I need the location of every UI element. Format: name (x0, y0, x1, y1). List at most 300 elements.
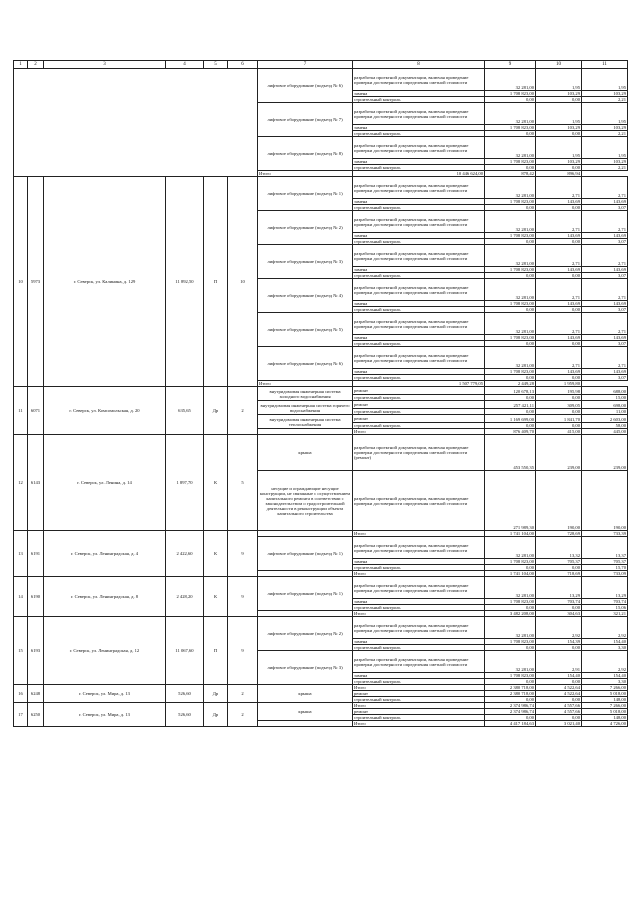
work-subtype: разработка проектной документации, включая проведение проверки достоверности определения сметной стоимости (353, 137, 485, 159)
work-subtype: разработка проектной документации, включая проведение проверки достоверности определения сметной стоимости (353, 471, 485, 531)
cost-value: 1 741 104,00 (485, 571, 536, 577)
itogo-label: Итого (258, 171, 353, 177)
cost-value: 0,00 (485, 409, 536, 415)
cost-value: 1 708 823,00 (485, 267, 536, 273)
itogo-label: Итого (353, 721, 485, 727)
cost-value: 0,00 (485, 423, 536, 429)
cost-value: 32 281,00 (485, 313, 536, 335)
limit-value: 15,06 (582, 605, 628, 611)
limit-value: 148,00 (582, 697, 628, 703)
work-subtype: строительный контроль (353, 205, 485, 211)
work-subtype: строительный контроль (353, 409, 485, 415)
unit-cost-value: 143,69 (536, 199, 582, 205)
work-subtype: ремонт (353, 709, 485, 715)
work-subtype: замена (353, 125, 485, 131)
limit-value: 2,21 (582, 131, 628, 137)
work-subtype: разработка проектной документации, включая проведение проверки достоверности определения сметной стоимости (353, 245, 485, 267)
work-subtype: строительный контроль (353, 375, 485, 381)
cost-value: 257 421,11 (485, 401, 536, 409)
cost-value: 32 281,00 (485, 617, 536, 639)
column-number-6: 6 (228, 61, 258, 69)
unit-cost-value: 143,69 (536, 335, 582, 341)
unit-cost-value: 4 522,64 (536, 691, 582, 697)
work-type: внутридомовая инженерная система горячего водоснабжения (258, 401, 353, 415)
cost-value: 0,00 (485, 565, 536, 571)
work-subtype: строительный контроль (353, 565, 485, 571)
limit-value: 103,29 (582, 125, 628, 131)
house-code: 6143 (28, 435, 44, 531)
work-subtype: разработка проектной документации, включая проведение проверки достоверности определения сметной стоимости (353, 537, 485, 559)
limit-value: 3,07 (582, 341, 628, 347)
column-number-8: 8 (353, 61, 485, 69)
table-row (14, 617, 628, 639)
work-subtype: разработка проектной документации, включая проведение проверки достоверности определения сметной стоимости (353, 69, 485, 91)
work-type: лифтовое оборудование (подъезд № 8) (258, 137, 353, 171)
work-subtype: замена (353, 369, 485, 375)
unit-cost-value: 239,00 (536, 435, 582, 471)
limit-value: 148,00 (582, 715, 628, 721)
limit-value: 143,69 (582, 233, 628, 239)
unit-cost-value: 0,00 (536, 697, 582, 703)
work-type: лифтовое оборудование (подъезд № 6) (258, 69, 353, 103)
unit-cost-value: 2,71 (536, 313, 582, 335)
limit-value: 13,37 (582, 537, 628, 559)
unit-cost-value: 1,95 (536, 137, 582, 159)
work-subtype: замена (353, 599, 485, 605)
cost-value: 32 281,00 (485, 537, 536, 559)
work-type: несущие и ограждающие несущие конструкции, не связанные с осуществлением капитального ремонта в соответствии с законодательством о градостроительной деятельности в реконструкции объекта капитального строительства (258, 471, 353, 531)
work-subtype: строительный контроль (353, 341, 485, 347)
cost-value: 32 281,00 (485, 279, 536, 301)
limit-value: 445,00 (582, 429, 628, 435)
table-row (14, 177, 628, 199)
work-subtype: замена (353, 91, 485, 97)
limit-value: 1,95 (582, 69, 628, 91)
row-number: 11 (14, 387, 28, 435)
house-address: г. Северск, ул. Комсомольская, д. 20 (44, 387, 166, 435)
cost-value: 0,00 (485, 165, 536, 171)
house-area: 526,60 (166, 685, 204, 703)
house-area: 1 897,70 (166, 435, 204, 531)
cost-value: 0,00 (485, 645, 536, 651)
house-code: 5973 (28, 177, 44, 387)
limit-value: 896,94 (536, 171, 582, 177)
unit-cost-value: 2 449,28 (485, 381, 536, 387)
work-subtype: строительный контроль (353, 605, 485, 611)
work-subtype: разработка проектной документации, включая проведение проверки достоверности определения сметной стоимости (353, 651, 485, 673)
cost-value: 32 281,00 (485, 137, 536, 159)
unit-cost-value: 3 021,40 (536, 721, 582, 727)
unit-cost-value: 2,71 (536, 177, 582, 199)
wall-material: К (204, 531, 228, 577)
cost-value: 0,00 (485, 273, 536, 279)
column-number-9: 9 (485, 61, 536, 69)
unit-cost-value: 4 557,66 (536, 703, 582, 709)
work-subtype: разработка проектной документации, включая проведение проверки достоверности определения сметной стоимости (353, 211, 485, 233)
unit-cost-value: 154,40 (536, 673, 582, 679)
limit-value: 703,74 (582, 599, 628, 605)
wall-material: К (204, 577, 228, 617)
work-subtype: строительный контроль (353, 97, 485, 103)
house-address: г. Северск, ул. Мира, д. 13 (44, 685, 166, 703)
work-subtype: замена (353, 267, 485, 273)
unit-cost-value: 0,00 (536, 395, 582, 401)
unit-cost-value: 878,42 (485, 171, 536, 177)
work-type: лифтовое оборудование (подъезд № 4) (258, 279, 353, 313)
unit-cost-value: 143,69 (536, 301, 582, 307)
work-subtype: разработка проектной документации, включая проведение проверки достоверности определения сметной стоимости (353, 313, 485, 335)
unit-cost-value: 4 557,66 (536, 709, 582, 715)
unit-cost-value: 0,00 (536, 645, 582, 651)
table-row (14, 61, 628, 69)
cost-value: 0,00 (485, 395, 536, 401)
limit-value: 321,21 (582, 611, 628, 617)
limit-value: 3,30 (582, 645, 628, 651)
house-code: 6191 (28, 531, 44, 577)
limit-value: 11,00 (582, 409, 628, 415)
row-number: 17 (14, 703, 28, 727)
work-subtype: строительный контроль (353, 165, 485, 171)
work-subtype: замена (353, 335, 485, 341)
house-code: 6193 (28, 617, 44, 685)
cost-value: 1 708 823,00 (485, 125, 536, 131)
cost-value: 0,00 (485, 605, 536, 611)
cost-value: 0,00 (485, 715, 536, 721)
limit-value: 688,00 (582, 387, 628, 395)
table-row (14, 69, 628, 91)
work-subtype: ремонт (353, 401, 485, 409)
cost-value: 1 507 779,05 (353, 381, 485, 387)
work-subtype: ремонт (353, 691, 485, 697)
table-row (14, 387, 628, 395)
unit-cost-value: 705,37 (536, 559, 582, 565)
limit-value: 4 726,00 (582, 721, 628, 727)
work-subtype: строительный контроль (353, 307, 485, 313)
work-subtype: замена (353, 559, 485, 565)
floors: 9 (228, 577, 258, 617)
work-type: крыша (258, 435, 353, 471)
limit-value: 15,00 (582, 395, 628, 401)
unit-cost-value: 703,74 (536, 599, 582, 605)
cost-value: 1 708 823,00 (485, 159, 536, 165)
limit-value: 1 959,80 (536, 381, 582, 387)
work-type: лифтовое оборудование (подъезд № 5) (258, 313, 353, 347)
wall-material: К (204, 435, 228, 531)
unit-cost-value: 2,71 (536, 279, 582, 301)
limit-value: 2,92 (582, 651, 628, 673)
wall-material: Др (204, 387, 228, 435)
row-number: 15 (14, 617, 28, 685)
limit-value: 1,95 (582, 137, 628, 159)
unit-cost-value: 143,69 (536, 233, 582, 239)
unit-cost-value: 0,00 (536, 239, 582, 245)
unit-cost-value: 0,00 (536, 679, 582, 685)
limit-value: 15,70 (582, 565, 628, 571)
house-area: 635,65 (166, 387, 204, 435)
cost-value: 4 417 184,63 (485, 721, 536, 727)
unit-cost-value: 1 841,70 (536, 415, 582, 423)
limit-value: 154,40 (582, 673, 628, 679)
work-subtype: ремонт (353, 387, 485, 395)
unit-cost-value: 718,69 (536, 571, 582, 577)
limit-value: 3,07 (582, 375, 628, 381)
cost-value: 0,00 (485, 341, 536, 347)
document-page (13, 60, 628, 727)
wall-material: П (204, 617, 228, 685)
limit-value: 705,37 (582, 559, 628, 565)
row-number: 13 (14, 531, 28, 577)
row-number: 10 (14, 177, 28, 387)
unit-cost-value: 2,91 (536, 651, 582, 673)
floors: 5 (228, 435, 258, 531)
limit-value: 3,07 (582, 205, 628, 211)
limit-value: 239,00 (582, 435, 628, 471)
work-subtype: разработка проектной документации, включая проведение проверки достоверности определения сметной стоимости (353, 577, 485, 599)
work-type: лифтовое оборудование (подъезд № 6) (258, 347, 353, 381)
limit-value: 3,07 (582, 273, 628, 279)
cost-value: 120 678,13 (485, 387, 536, 395)
column-number-3: 3 (44, 61, 166, 69)
work-type: лифтовое оборудование (подъезд № 1) (258, 537, 353, 571)
house-address: г. Северск, ул. Ленина, д. 14 (44, 435, 166, 531)
cost-value: 0,00 (485, 97, 536, 103)
limit-value: 2 603,00 (582, 415, 628, 423)
limit-value: 3,07 (582, 307, 628, 313)
limit-value: 143,69 (582, 199, 628, 205)
house-code: 6248 (28, 685, 44, 703)
unit-cost-value: 0,00 (536, 273, 582, 279)
column-number-11: 11 (582, 61, 628, 69)
unit-cost-value: 2,71 (536, 245, 582, 267)
house-area: 526,60 (166, 703, 204, 727)
cost-value: 32 281,00 (485, 69, 536, 91)
limit-value: 7 266,00 (582, 703, 628, 709)
house-address: г. Северск, ул. Мира, д. 13 (44, 703, 166, 727)
unit-cost-value: 13,29 (536, 577, 582, 599)
limit-value: 3,30 (582, 679, 628, 685)
unit-cost-value: 103,29 (536, 91, 582, 97)
floors: 9 (228, 617, 258, 685)
cost-value: 2 374 986,74 (485, 703, 536, 709)
limit-value: 2,92 (582, 617, 628, 639)
cost-value: 32 281,00 (485, 177, 536, 199)
limit-value: 5 018,00 (582, 691, 628, 697)
cost-value: 32 281,00 (485, 211, 536, 233)
cost-value: 32 281,00 (485, 347, 536, 369)
work-type: лифтовое оборудование (подъезд № 3) (258, 651, 353, 685)
work-type: внутридомовая инженерная система теплоснабжения (258, 415, 353, 429)
work-type: лифтовое оборудование (подъезд № 7) (258, 103, 353, 137)
cost-value: 0,00 (485, 307, 536, 313)
work-subtype: замена (353, 233, 485, 239)
cost-value: 2 380 718,00 (485, 685, 536, 691)
limit-value: 2,71 (582, 279, 628, 301)
work-subtype: строительный контроль (353, 395, 485, 401)
cost-value: 1 708 823,00 (485, 673, 536, 679)
cost-value: 1 708 823,00 (485, 639, 536, 645)
limit-value: 733,39 (582, 531, 628, 537)
unit-cost-value: 304,63 (536, 611, 582, 617)
limit-value: 1,95 (582, 103, 628, 125)
itogo-label: Итого (353, 703, 485, 709)
limit-value: 143,69 (582, 335, 628, 341)
unit-cost-value: 0,00 (536, 131, 582, 137)
work-type: крыша (258, 685, 353, 703)
work-type: лифтовое оборудование (подъезд № 2) (258, 617, 353, 651)
cost-value: 32 281,00 (485, 245, 536, 267)
limit-value: 103,29 (582, 91, 628, 97)
work-subtype: замена (353, 159, 485, 165)
cost-value: 0,00 (485, 375, 536, 381)
floors: 9 (228, 531, 258, 577)
cost-value: 0,00 (485, 131, 536, 137)
work-subtype: замена (353, 301, 485, 307)
limit-value: 2,71 (582, 211, 628, 233)
house-code: 6071 (28, 387, 44, 435)
house-address: г. Северск, ул. Калинина, д. 129 (44, 177, 166, 387)
work-subtype: разработка проектной документации, включая проведение проверки достоверности определения сметной стоимости (353, 617, 485, 639)
limit-value: 3,07 (582, 239, 628, 245)
unit-cost-value: 0,00 (536, 205, 582, 211)
limit-value: 2,21 (582, 165, 628, 171)
work-subtype: замена (353, 673, 485, 679)
unit-cost-value: 0,00 (536, 341, 582, 347)
unit-cost-value: 143,69 (536, 267, 582, 273)
row-number: 12 (14, 435, 28, 531)
work-subtype: разработка проектной документации, включая проведение проверки достоверности определения сметной стоимости (353, 103, 485, 125)
unit-cost-value: 0,00 (536, 375, 582, 381)
limit-value: 2,71 (582, 313, 628, 335)
unit-cost-value: 0,00 (536, 605, 582, 611)
column-number-5: 5 (204, 61, 228, 69)
limit-value: 58,00 (582, 423, 628, 429)
cost-value: 876 409,70 (485, 429, 536, 435)
cost-value: 271 989,30 (485, 471, 536, 531)
house-area: 11 892,50 (166, 177, 204, 387)
unit-cost-value: 0,00 (536, 307, 582, 313)
cost-value: 2 380 718,00 (485, 691, 536, 697)
continuation-cells (14, 69, 258, 177)
limit-value: 2,71 (582, 177, 628, 199)
work-subtype: ремонт (353, 415, 485, 423)
unit-cost-value: 309,05 (536, 401, 582, 409)
limit-value: 733,09 (582, 571, 628, 577)
unit-cost-value: 0,00 (536, 715, 582, 721)
unit-cost-value: 0,00 (536, 97, 582, 103)
row-number: 14 (14, 577, 28, 617)
house-address: г. Северск, ул. Ленинградская, д. 4 (44, 531, 166, 577)
itogo-label: Итого (353, 611, 485, 617)
cost-value: 1 169 699,00 (485, 415, 536, 423)
column-number-4: 4 (166, 61, 204, 69)
cost-value: 2 374 986,74 (485, 709, 536, 715)
house-address: г. Северск, ул. Ленинградская, д. 8 (44, 577, 166, 617)
house-code: 6190 (28, 577, 44, 617)
unit-cost-value: 0,00 (536, 423, 582, 429)
unit-cost-value: 415,00 (536, 429, 582, 435)
work-subtype: строительный контроль (353, 679, 485, 685)
wall-material: Др (204, 703, 228, 727)
work-type: лифтовое оборудование (подъезд № 2) (258, 211, 353, 245)
floors: 2 (228, 387, 258, 435)
house-code: 6250 (28, 703, 44, 727)
cost-value: 0,00 (485, 697, 536, 703)
work-subtype: разработка проектной документации, включая проведение проверки достоверности определения сметной стоимости (353, 279, 485, 301)
cost-value: 0,00 (485, 205, 536, 211)
work-subtype: замена (353, 199, 485, 205)
floors: 2 (228, 703, 258, 727)
itogo-label: Итого (353, 571, 485, 577)
limit-value: 2,71 (582, 245, 628, 267)
unit-cost-value: 0,00 (536, 409, 582, 415)
row-number: 16 (14, 685, 28, 703)
cost-value: 32 281,00 (485, 651, 536, 673)
house-area: 2 428,20 (166, 577, 204, 617)
unit-cost-value: 2,71 (536, 347, 582, 369)
cost-value: 1 708 823,00 (485, 301, 536, 307)
floors: 2 (228, 685, 258, 703)
work-type: лифтовое оборудование (подъезд № 1) (258, 577, 353, 611)
limit-value: 698,00 (582, 401, 628, 409)
work-subtype: замена (353, 639, 485, 645)
work-type: лифтовое оборудование (подъезд № 1) (258, 177, 353, 211)
cost-value: 1 708 823,00 (485, 91, 536, 97)
floors: 10 (228, 177, 258, 387)
table-row (14, 577, 628, 599)
house-area: 11 067,60 (166, 617, 204, 685)
cost-value: 1 708 823,00 (485, 335, 536, 341)
work-type: крыша (258, 703, 353, 721)
unit-cost-value: 195,98 (536, 387, 582, 395)
work-subtype: строительный контроль (353, 715, 485, 721)
itogo-label: Итого (353, 531, 485, 537)
column-number-2: 2 (28, 61, 44, 69)
work-subtype: строительный контроль (353, 239, 485, 245)
unit-cost-value: 103,29 (536, 159, 582, 165)
itogo-label: Итого (353, 429, 485, 435)
work-subtype: разработка проектной документации, включая проведение проверки достоверности определения сметной стоимости (353, 177, 485, 199)
cost-value: 32 281,00 (485, 577, 536, 599)
itogo-label: Итого (353, 685, 485, 691)
repair-program-table (13, 60, 628, 727)
cost-value: 1 708 823,00 (485, 559, 536, 565)
cost-value: 32 281,00 (485, 103, 536, 125)
unit-cost-value: 4 522,64 (536, 685, 582, 691)
limit-value: 13,29 (582, 577, 628, 599)
limit-value: 143,69 (582, 301, 628, 307)
unit-cost-value: 1,95 (536, 69, 582, 91)
limit-value: 103,29 (582, 159, 628, 165)
column-number-10: 10 (536, 61, 582, 69)
unit-cost-value: 154,39 (536, 639, 582, 645)
cost-value: 0,00 (485, 239, 536, 245)
cost-value: 453 550,35 (485, 435, 536, 471)
table-row (14, 435, 628, 471)
work-type: внутридомовая инженерная система холодного водоснабжения (258, 387, 353, 401)
work-subtype: разработка проектной документации, включая проведение проверки достоверности определения сметной стоимости (353, 347, 485, 369)
house-address: г. Северск, ул. Ленинградская, д. 12 (44, 617, 166, 685)
unit-cost-value: 2,71 (536, 211, 582, 233)
cost-value: 1 741 104,00 (485, 531, 536, 537)
cost-value: 10 446 624,00 (353, 171, 485, 177)
wall-material: Др (204, 685, 228, 703)
unit-cost-value: 728,69 (536, 531, 582, 537)
limit-value: 2,21 (582, 97, 628, 103)
cost-value: 3 482 208,00 (485, 611, 536, 617)
cost-value: 1 708 823,00 (485, 599, 536, 605)
unit-cost-value: 0,00 (536, 165, 582, 171)
cost-value: 0,00 (485, 679, 536, 685)
